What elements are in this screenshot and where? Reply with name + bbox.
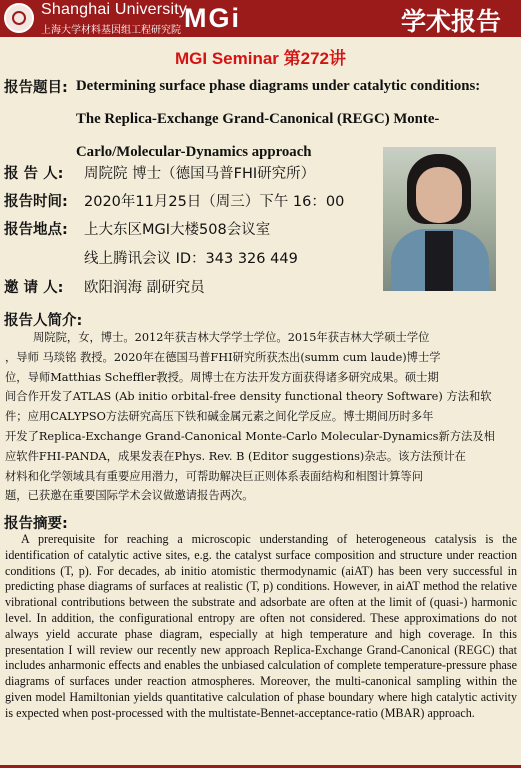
bio-line: 材料和化学领域具有重要应用潜力，可帮助解决巨正则体系表面结构和相图计算等问 xyxy=(5,469,423,483)
seminar-title: MGI Seminar 第272讲 xyxy=(174,49,346,68)
abstract-title: 报告摘要: xyxy=(4,516,68,532)
topic-line: Determining surface phase diagrams under catalytic conditions: xyxy=(76,78,481,94)
bio-title: 报告人简介: xyxy=(4,313,83,329)
bio-line: 位，导师Matthias Scheffler教授。周博士在方法开发方面获得诸多研究成果。硕士期 xyxy=(5,370,439,384)
header-tag: 学术报告 xyxy=(400,7,501,36)
place-value: 上大东区MGI大楼508会议室 xyxy=(84,222,271,238)
speaker-label: 报 告 人: xyxy=(4,166,64,182)
topic-line: The Replica-Exchange Grand-Canonical (REGC) Monte- xyxy=(76,111,440,127)
speaker-photo xyxy=(383,147,496,291)
inviter-value: 欧阳润海 副研究员 xyxy=(84,280,205,296)
bio-line: 周院院，女，博士。2012年获吉林大学学士学位。2015年获吉林大学硕士学位 xyxy=(33,331,430,344)
time-label: 报告时间: xyxy=(4,194,68,210)
bio-line: ，导师 马琰铭 教授。2020年在德国马普FHI研究所获杰出(summ cum laude)博士学 xyxy=(5,350,441,364)
mgi-logo: MGi xyxy=(184,3,241,33)
bio-line: 间合作开发了ATLAS (Ab initio orbital-free density functional theory Software) 方法和软 xyxy=(5,390,492,404)
university-seal-icon xyxy=(4,3,34,33)
online-meeting-value: 线上腾讯会议 ID：343 326 449 xyxy=(84,251,298,267)
bio-line: 开发了Replica-Exchange Grand-Canonical Monte-Carlo Molecular-Dynamics新方法及相 xyxy=(5,429,495,443)
place-label: 报告地点: xyxy=(4,222,68,238)
header-banner xyxy=(0,0,521,37)
university-name-cn: 上海大学材料基因组工程研究院 xyxy=(41,25,181,36)
time-value: 2020年11月25日（周三）下午 16：00 xyxy=(84,194,345,210)
bio-line: 件；应用CALYPSO方法研究高压下铁和碱金属元素之间化学反应。博士期间历时多年 xyxy=(5,410,434,424)
bio-text xyxy=(5,328,517,506)
speaker-value: 周院院 博士（德国马普FHI研究所） xyxy=(84,166,316,182)
bio-line: 应软件FHI-PANDA，成果发表在Phys. Rev. B (Editor suggestions)杂志。该方法预计在 xyxy=(5,449,466,463)
inviter-label: 邀 请 人: xyxy=(4,280,64,296)
abstract-text: A prerequisite for reaching a microscopic understanding of heterogeneous catalysis is the identification of catalytic active sites, e.g. the catalyst surface composition and structure under reaction conditions (T, p). For decades, ab initio atomistic thermodynamic (aiAT) has been very successful in predicting phase diagrams of surfaces at realistic (T, p) conditions. However, in aiAT method the relative vibrational contributions between the substrate and adsorbate are often at the limit of (quasi-) harmonic level. In addition, the configurational entropy are often not considered. These approximations do not always yield accurate phase diagram, especially at high temperature and high coverage. In this presentation I will review our recently new approach Replica-Exchange Grand-Canonical (REGC) that includes anharmonic effects and enables the unbiased calculation of complete temperature-pressure phase diagrams of surfaces under reaction atmospheres. Moreover, the multi-canonical sampling within the given model Hamiltonian yields quantitative calculation of phase boundary where high catalytic activity is expected when post-processed with the multistate-Bennet-acceptance-ratio (MBAR) approach. xyxy=(5,532,517,720)
bio-line: 题，已获邀在重要国际学术会议做邀请报告两次。 xyxy=(5,489,254,503)
topic-label: 报告题目: xyxy=(4,80,68,96)
university-name-en: Shanghai University xyxy=(41,1,188,18)
topic-line: Carlo/Molecular-Dynamics approach xyxy=(76,144,312,160)
